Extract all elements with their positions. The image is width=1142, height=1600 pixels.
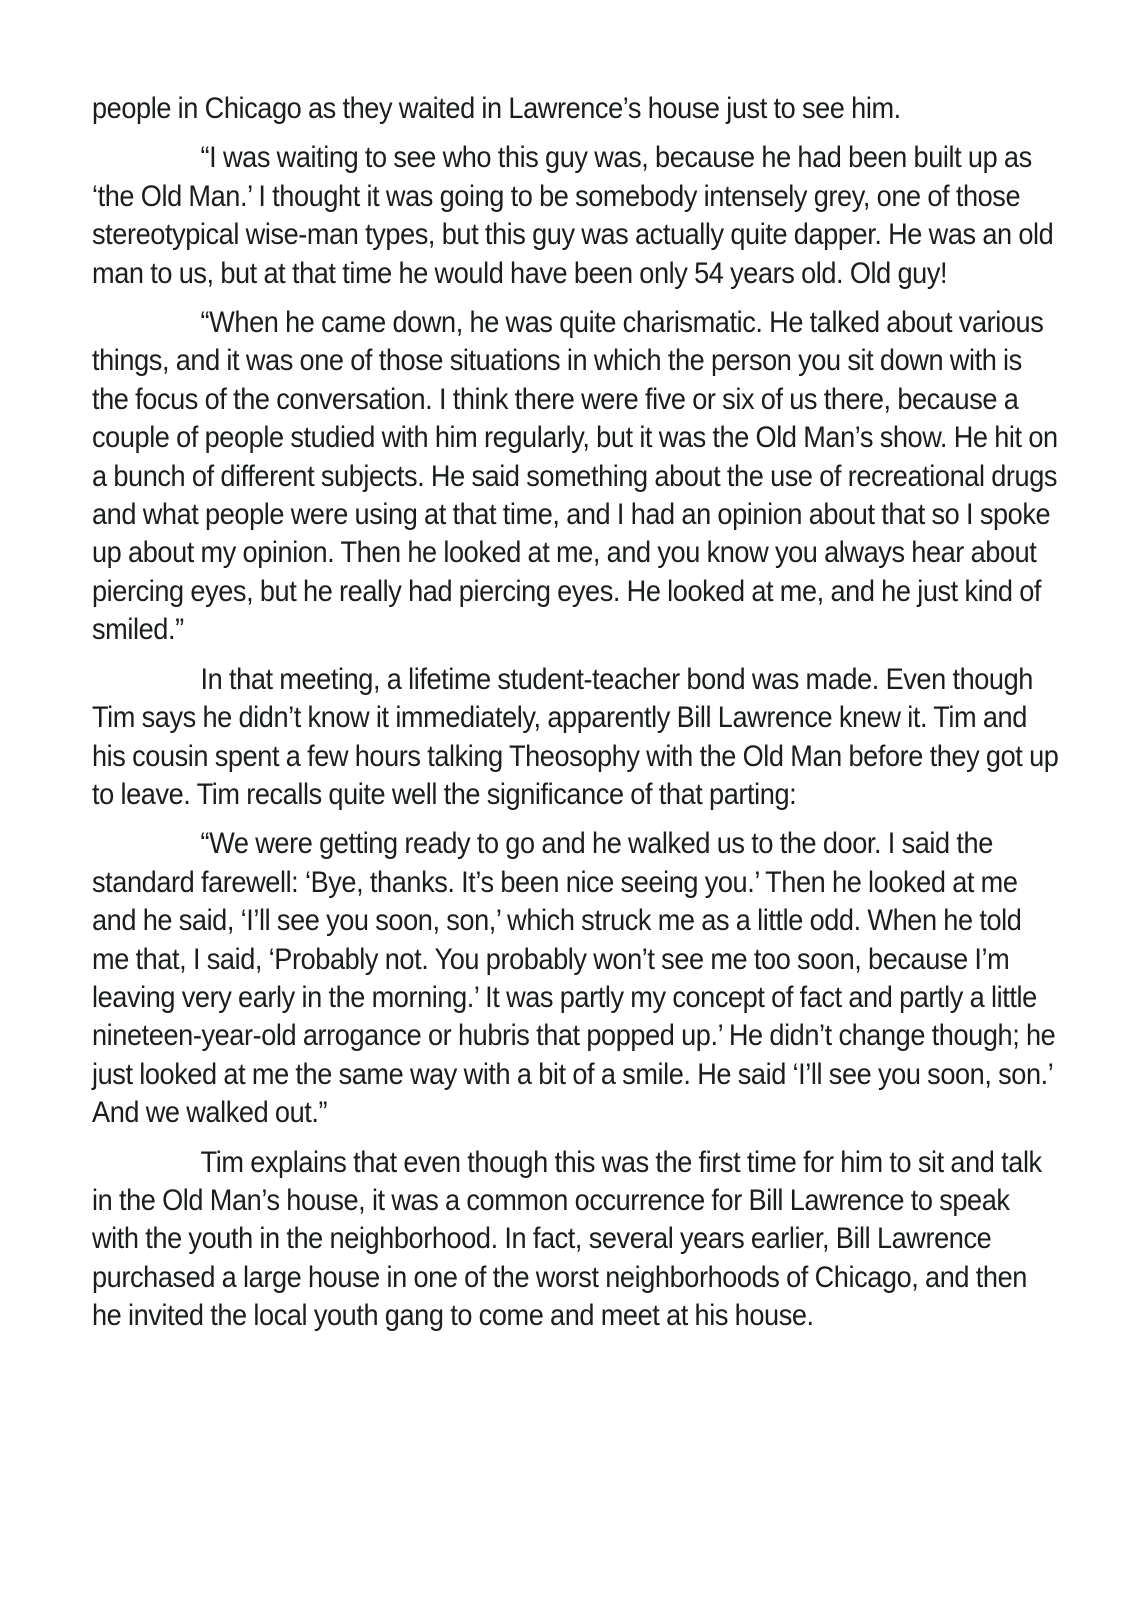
document-page — [92, 90, 1060, 1347]
paragraph-5: “We were getting ready to go and he walked us to the door. I said the standard farewell: ‘Bye, thanks. It’s been nice seeing you.’ Then he looked at me and he said, ‘I’ll see you soon, son,’ which struck me as a little odd. When he told me that, I said, ‘Probably not. You probably won’t see me too soon, because I’m leaving very early in the morning.’ It was partly my concept of fact and partly a little nineteen-year-old arrogance or hubris that popped up.’ He didn’t change though; he just looked at me the same way with a bit of a smile. He said ‘I’ll see you soon, son.’ And we walked out.” — [92, 827, 1056, 1130]
paragraph-1: people in Chicago as they waited in Lawrence’s house just to see him. — [92, 92, 901, 125]
paragraph-6: Tim explains that even though this was the first time for him to sit and talk in the Old Man’s house, it was a common occurrence for Bill Lawrence to speak with the youth in the neighborhood. In fact, several years earlier, Bill Lawrence purchased a large house in one of the worst neighborhoods of Chicago, and then he invited the local youth gang to come and meet at his house. — [92, 1145, 1042, 1333]
paragraph-4: In that meeting, a lifetime student-teacher bond was made. Even though Tim says he didn’t know it immediately, apparently Bill Lawrence knew it. Tim and his cousin spent a few hours talking Theosophy with the Old Man before they got up to leave. Tim recalls quite well the significance of that parting: — [92, 662, 1059, 811]
paragraph-2: “I was waiting to see who this guy was, because he had been built up as ‘the Old Man.’ I thought it was going to be somebody intensely grey, one of those stereotypical wise-man types, but this guy was actually quite dapper. He was an old man to us, but at that time he would have been only 54 years old. Old guy! — [92, 141, 1054, 290]
paragraph-3: “When he came down, he was quite charismatic. He talked about various things, and it was one of those situations in which the person you sit down with is the focus of the conversation. I think there were five or six of us there, because a couple of people studied with him regularly, but it was the Old Man’s show. He hit on a bunch of different subjects. He said something about the use of recreational drugs and what people were using at that time, and I had an opinion about that so I spoke up about my opinion. Then he looked at me, and you know you always hear about piercing eyes, but he really had piercing eyes. He looked at me, and he just kind of smiled.” — [92, 306, 1058, 647]
